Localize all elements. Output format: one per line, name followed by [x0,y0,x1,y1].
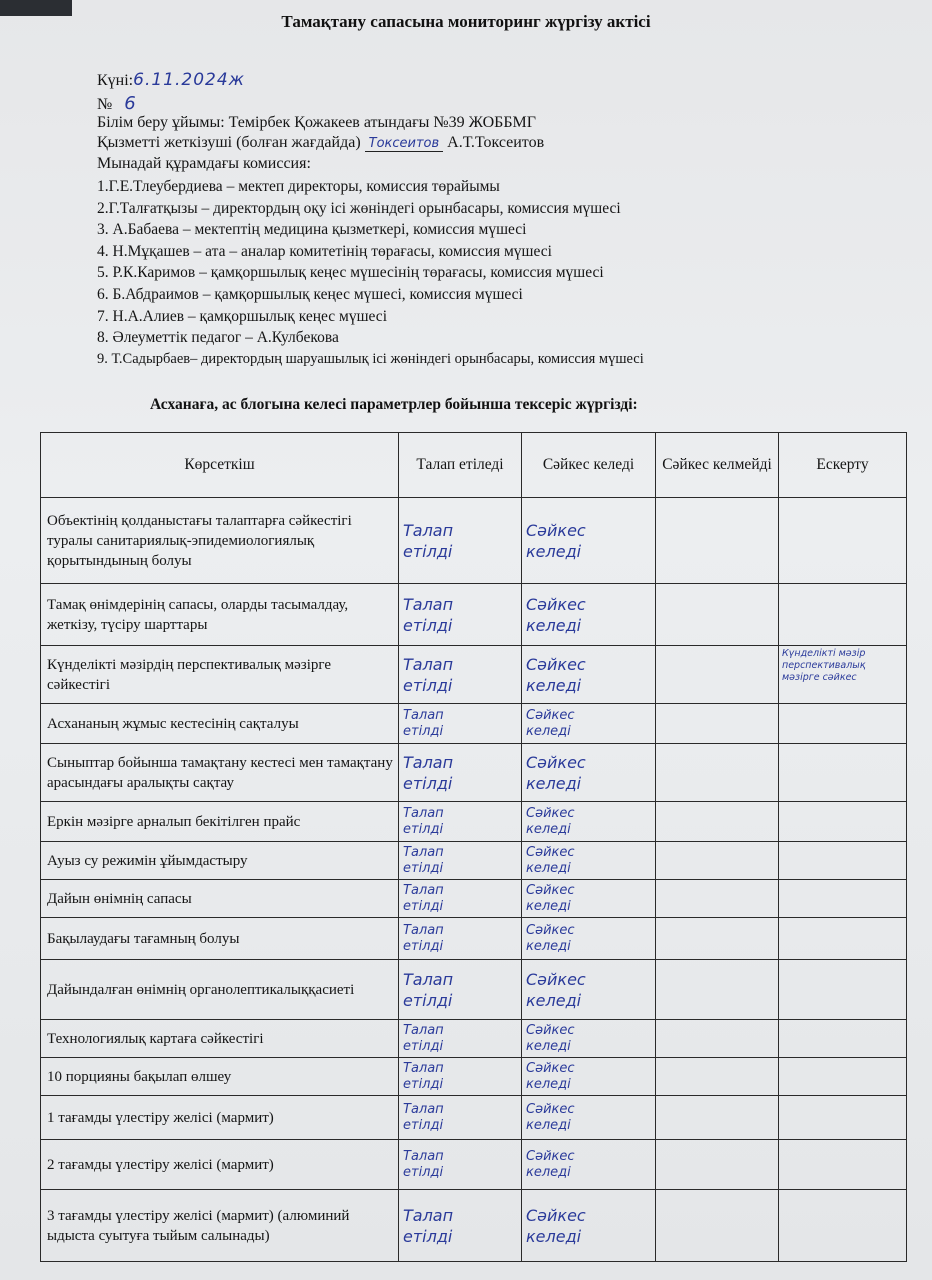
note-cell [779,1140,907,1190]
note-cell [779,744,907,802]
compliant-cell: Сәйкес келеді [522,880,656,918]
note-cell [779,918,907,960]
note-cell [779,704,907,744]
date-line [97,70,245,90]
noncompliant-cell [656,1140,779,1190]
indicator-cell: Дайындалған өнімнің органолептикалыққасиеті [41,960,399,1020]
member-item: 3. А.Бабаева – мектептің медицина қызметкері, комиссия мүшесі [97,221,527,239]
table-row [41,960,907,1020]
table-row [41,1140,907,1190]
required-cell: Талап етілді [399,584,522,646]
member-item: 7. Н.А.Алиев – қамқоршылық кеңес мүшесі [97,307,387,325]
required-cell: Талап етілді [399,802,522,842]
organization-line: Білім беру ұйымы: Темірбек Қожакеев атындағы №39 ЖОББМГ [97,114,536,131]
required-cell: Талап етілді [399,960,522,1020]
indicator-cell: Технологиялық картаға сәйкестігі [41,1020,399,1058]
indicator-cell: Сыныптар бойынша тамақтану кестесі мен тамақтану арасындағы аралықты сақтау [41,744,399,802]
noncompliant-cell [656,918,779,960]
indicator-cell: 3 тағамды үлестіру желісі (мармит) (алюминий ыдыста суытуға тыйым салынады) [41,1190,399,1262]
note-cell [779,960,907,1020]
number-value: 6 [124,93,136,114]
date-value: 6.11.2024ж [133,70,245,90]
required-cell: Талап етілді [399,842,522,880]
indicator-cell: Еркін мәзірге арналып бекітілген прайс [41,802,399,842]
noncompliant-cell [656,1058,779,1096]
table-row [41,1096,907,1140]
indicator-cell: Күнделікті мәзірдің перспективалық мәзірге сәйкестігі [41,646,399,704]
table-row [41,880,907,918]
table-row [41,1020,907,1058]
table-row [41,1190,907,1262]
indicator-cell: Дайын өнімнің сапасы [41,880,399,918]
supplier-line [97,134,544,152]
supplier-name: А.Т.Токсеитов [447,134,545,151]
table-row [41,1058,907,1096]
inspection-table [40,432,907,1262]
member-item: 1.Г.Е.Тлеубердиева – мектеп директоры, комиссия төрайымы [97,178,500,195]
document-title: Тамақтану сапасына мониторинг жүргізу актісі [281,12,651,31]
note-cell [779,584,907,646]
required-cell: Талап етілді [399,646,522,704]
noncompliant-cell [656,960,779,1020]
compliant-cell: Сәйкес келеді [522,584,656,646]
number-label: № [97,96,113,113]
note-cell [779,1020,907,1058]
table-header-row [41,433,907,498]
compliant-cell: Сәйкес келеді [522,1140,656,1190]
noncompliant-cell [656,498,779,584]
supplier-label: Қызметті жеткізуші (болған жағдайда) [97,134,361,151]
required-cell: Талап етілді [399,1190,522,1262]
required-cell: Талап етілді [399,704,522,744]
noncompliant-cell [656,1190,779,1262]
required-cell: Талап етілді [399,1096,522,1140]
supplier-signature: Токсеитов [365,137,444,152]
header-required: Талап етіледі [399,433,522,498]
commission-intro: Мынадай құрамдағы комиссия: [97,155,311,172]
header-noncompliant: Сәйкес келмейді [656,433,779,498]
member-item: 4. Н.Мұқашев – ата – аналар комитетінің төрағасы, комиссия мүшесі [97,242,552,260]
indicator-cell: Бақылаудағы тағамның болуы [41,918,399,960]
required-cell: Талап етілді [399,1058,522,1096]
note-cell [779,1096,907,1140]
required-cell: Талап етілді [399,1020,522,1058]
compliant-cell: Сәйкес келеді [522,646,656,704]
table-row [41,842,907,880]
member-item: 8. Әлеуметтік педагог – А.Кулбекова [97,329,339,347]
note-cell [779,880,907,918]
compliant-cell: Сәйкес келеді [522,918,656,960]
note-cell [779,842,907,880]
indicator-cell: Объектінің қолданыстағы талаптарға сәйкестігі туралы санитариялық-эпидемиологиялық қорытындының болуы [41,498,399,584]
noncompliant-cell [656,646,779,704]
table-row [41,498,907,584]
indicator-cell: 1 тағамды үлестіру желісі (мармит) [41,1096,399,1140]
note-cell [779,802,907,842]
header-compliant: Сәйкес келеді [522,433,656,498]
required-cell: Талап етілді [399,744,522,802]
header-note: Ескерту [779,433,907,498]
table-row [41,704,907,744]
table-row [41,918,907,960]
header-indicator: Көрсеткіш [41,433,399,498]
compliant-cell: Сәйкес келеді [522,1190,656,1262]
noncompliant-cell [656,802,779,842]
indicator-cell: Ауыз су режимін ұйымдастыру [41,842,399,880]
compliant-cell: Сәйкес келеді [522,960,656,1020]
note-cell [779,1190,907,1262]
compliant-cell: Сәйкес келеді [522,842,656,880]
noncompliant-cell [656,880,779,918]
date-label: Күні: [97,72,134,89]
compliant-cell: Сәйкес келеді [522,1058,656,1096]
noncompliant-cell [656,704,779,744]
member-item: 5. Р.К.Каримов – қамқоршылық кеңес мүшесінің төрағасы, комиссия мүшесі [97,264,604,282]
compliant-cell: Сәйкес келеді [522,1020,656,1058]
noncompliant-cell [656,584,779,646]
inspection-heading: Асханаға, ас блогына келесі параметрлер бойынша тексеріс жүргізді: [150,396,638,413]
required-cell: Талап етілді [399,498,522,584]
noncompliant-cell [656,744,779,802]
member-item: 2.Г.Талғатқызы – директордың оқу ісі жөніндегі орынбасары, комиссия мүшесі [97,199,621,217]
indicator-cell: 10 порцияны бақылап өлшеу [41,1058,399,1096]
note-cell [779,498,907,584]
indicator-cell: Тамақ өнімдерінің сапасы, оларды тасымалдау, жеткізу, түсіру шарттары [41,584,399,646]
noncompliant-cell [656,1096,779,1140]
table-row [41,584,907,646]
noncompliant-cell [656,1020,779,1058]
required-cell: Талап етілді [399,880,522,918]
member-item: 9. Т.Садырбаев– директордың шаруашылық ісі жөніндегі орынбасары, комиссия мүшесі [97,350,644,367]
note-cell [779,1058,907,1096]
compliant-cell: Сәйкес келеді [522,802,656,842]
indicator-cell: 2 тағамды үлестіру желісі (мармит) [41,1140,399,1190]
noncompliant-cell [656,842,779,880]
compliant-cell: Сәйкес келеді [522,744,656,802]
compliant-cell: Сәйкес келеді [522,1096,656,1140]
commission-members [97,176,644,370]
compliant-cell: Сәйкес келеді [522,498,656,584]
number-line [97,93,136,114]
required-cell: Талап етілді [399,1140,522,1190]
required-cell: Талап етілді [399,918,522,960]
table-row [41,802,907,842]
member-item: 6. Б.Абдраимов – қамқоршылық кеңес мүшесі, комиссия мүшесі [97,285,523,303]
compliant-cell: Сәйкес келеді [522,704,656,744]
table-row [41,744,907,802]
indicator-cell: Асхананың жұмыс кестесінің сақталуы [41,704,399,744]
note-cell: Күнделікті мәзір перспективалық мәзірге сәйкес [779,646,907,704]
table-row [41,646,907,704]
